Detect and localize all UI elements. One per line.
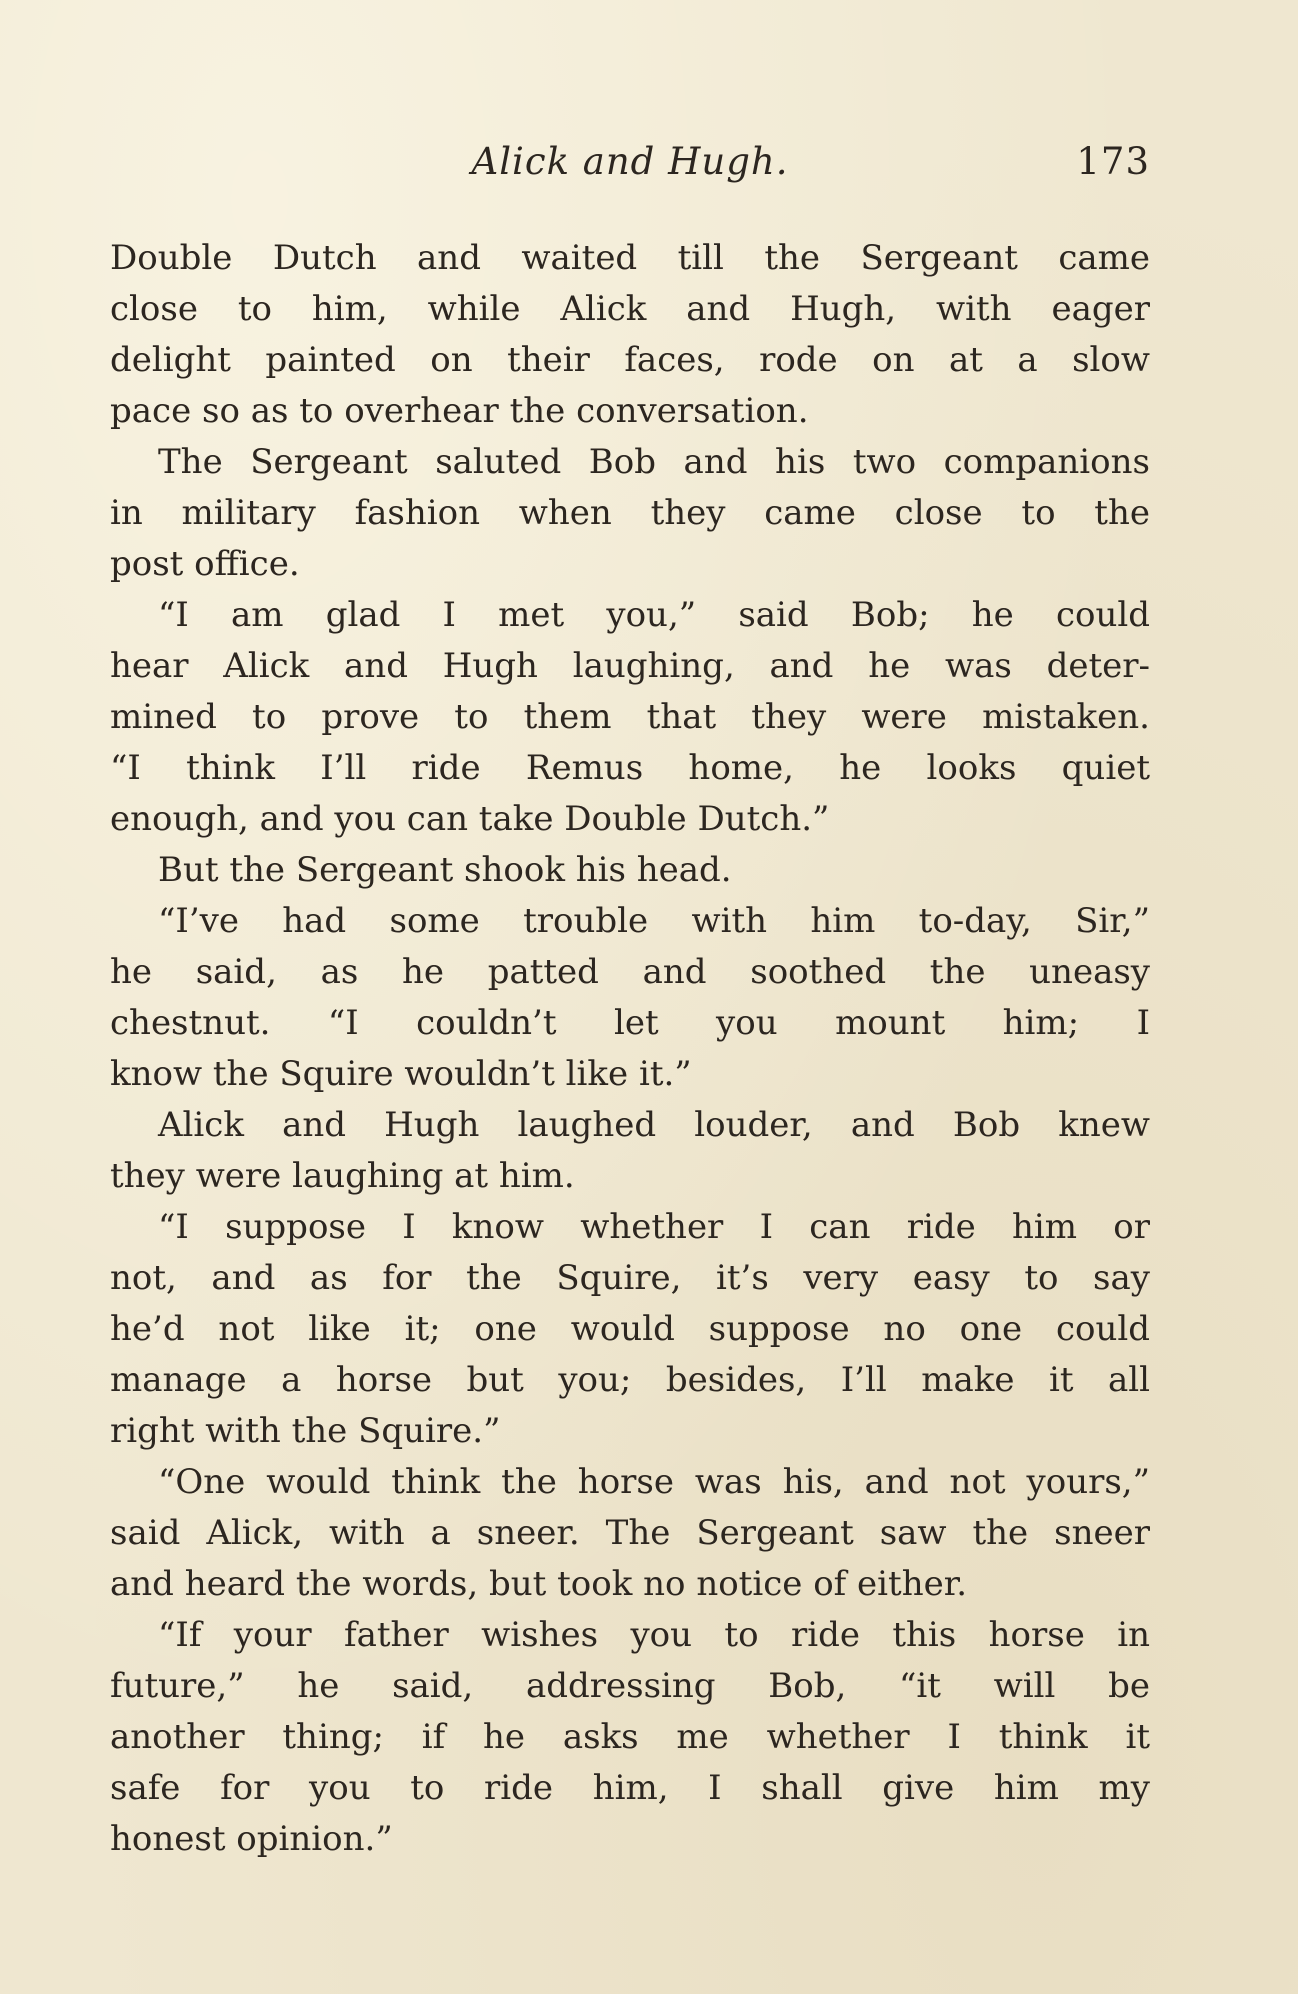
text-line: and heard the words, but took no notice of either.: [110, 1564, 968, 1604]
text-line: know the Squire wouldn’t like it.”: [110, 1054, 692, 1094]
text-line: post office.: [110, 544, 300, 584]
text-line: “One would think the horse was his, and not yours,”: [158, 1462, 1150, 1502]
page-number: 173: [1076, 140, 1150, 183]
text-line: safe for you to ride him, I shall give him my: [110, 1768, 1150, 1808]
text-line: “I am glad I met you,” said Bob; he could: [158, 595, 1150, 635]
body-text: [110, 233, 1150, 1865]
text-line: mined to prove to them that they were mistaken.: [110, 697, 1150, 737]
text-line: hear Alick and Hugh laughing, and he was deter-: [110, 646, 1150, 686]
text-line: But the Sergeant shook his head.: [158, 850, 732, 890]
text-line: “If your father wishes you to ride this horse in: [158, 1615, 1150, 1655]
text-line: right with the Squire.”: [110, 1411, 501, 1451]
running-title: Alick and Hugh.: [471, 140, 789, 183]
text-line: enough, and you can take Double Dutch.”: [110, 799, 830, 839]
text-line: they were laughing at him.: [110, 1156, 575, 1196]
text-line: Alick and Hugh laughed louder, and Bob knew: [158, 1105, 1150, 1145]
text-line: “I suppose I know whether I can ride him or: [158, 1207, 1150, 1247]
text-line: not, and as for the Squire, it’s very easy to say: [110, 1258, 1150, 1298]
text-line: chestnut. “I couldn’t let you mount him; I: [110, 1003, 1150, 1043]
text-line: delight painted on their faces, rode on at a slow: [110, 340, 1150, 380]
text-line: another thing; if he asks me whether I think it: [110, 1717, 1150, 1757]
text-line: manage a horse but you; besides, I’ll make it all: [110, 1360, 1150, 1400]
text-line: “I think I’ll ride Remus home, he looks quiet: [110, 748, 1150, 788]
text-line: “I’ve had some trouble with him to-day, Sir,”: [158, 901, 1150, 941]
text-line: The Sergeant saluted Bob and his two companions: [158, 442, 1150, 482]
text-line: close to him, while Alick and Hugh, with eager: [110, 289, 1150, 329]
text-line: he said, as he patted and soothed the uneasy: [110, 952, 1150, 992]
running-head: [110, 140, 1150, 194]
text-line: future,” he said, addressing Bob, “it will be: [110, 1666, 1150, 1706]
text-line: honest opinion.”: [110, 1819, 393, 1859]
text-line: pace so as to overhear the conversation.: [110, 391, 809, 431]
text-line: in military fashion when they came close to the: [110, 493, 1150, 533]
text-line: he’d not like it; one would suppose no one could: [110, 1309, 1150, 1349]
text-line: Double Dutch and waited till the Sergeant came: [110, 238, 1150, 278]
text-line: said Alick, with a sneer. The Sergeant saw the sneer: [110, 1513, 1150, 1553]
